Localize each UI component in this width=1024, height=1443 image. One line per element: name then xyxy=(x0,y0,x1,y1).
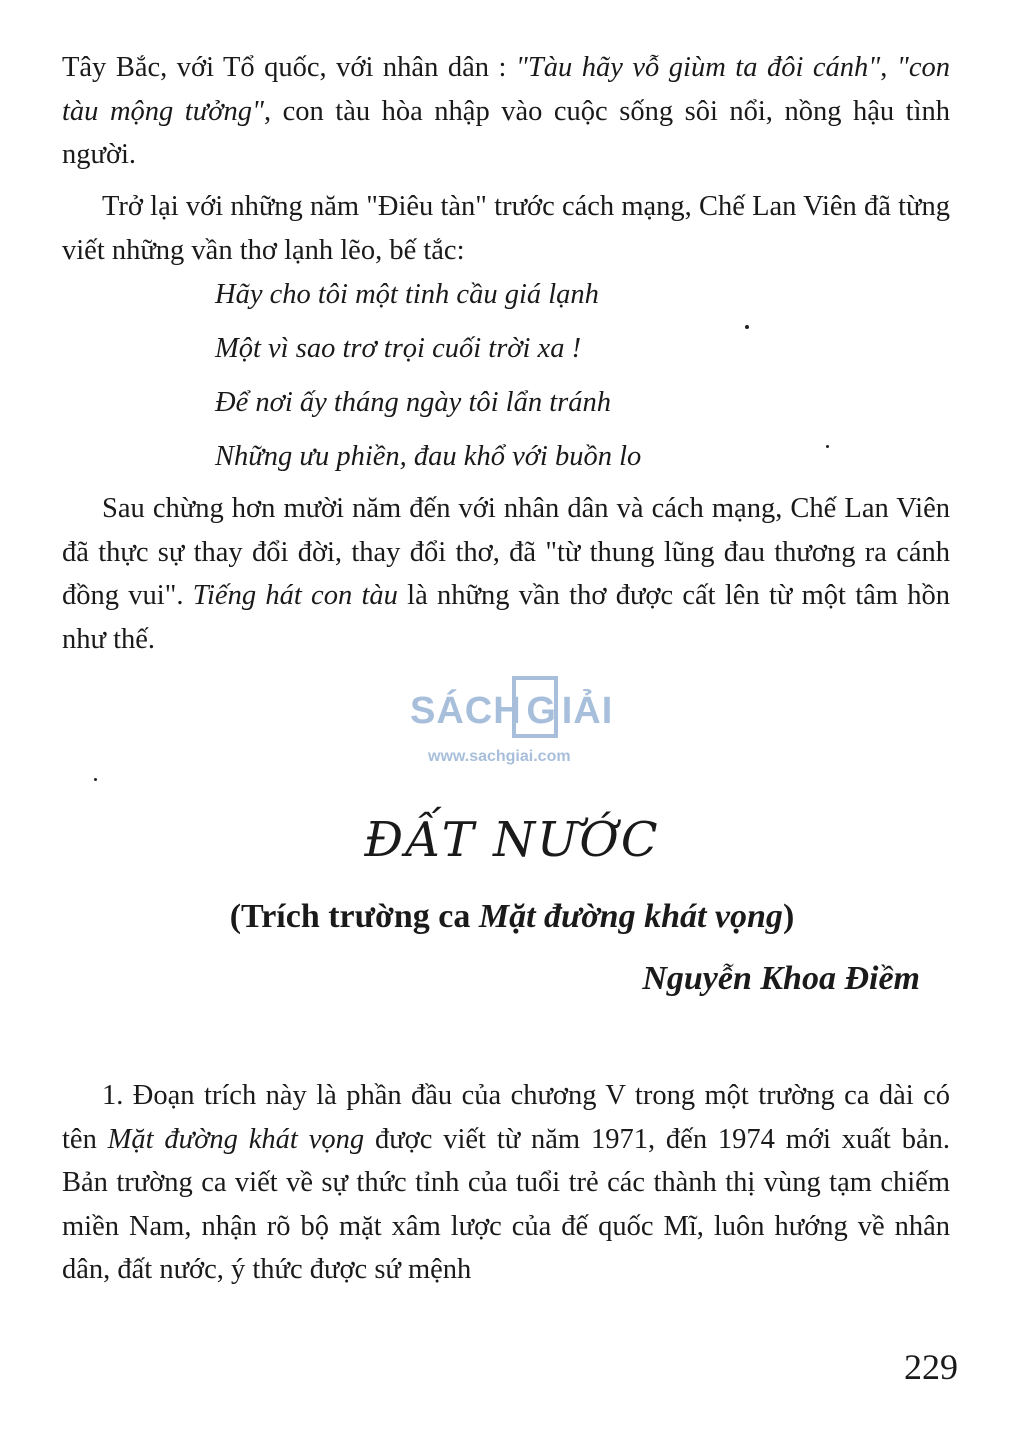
p3-work-title: Tiếng hát con tàu xyxy=(192,580,398,611)
print-speck xyxy=(826,445,829,448)
p3-rest: là những vần thơ được cất lên từ một tâm hồn như thế. xyxy=(62,580,950,655)
p1-rest: , con tàu hòa nhập vào cuộc sống sôi nổi, nồng hậu tình người. xyxy=(62,95,950,170)
p4-rest: được viết từ năm 1971, đến 1974 mới xuất bản. Bản trường ca viết về sự thức tỉnh của tuổi trẻ các thành thị vùng tạm chiếm miền Nam, nhận rõ bộ mặt xâm lược của đế quốc Mĩ, luôn hướng về nhân dân, đất nước, ý thức được sứ mệnh xyxy=(62,1123,950,1285)
p1-quote-con-tau: "con tàu mộng tưởng" xyxy=(62,52,951,127)
poem-line: Hãy cho tôi một tinh cầu giá lạnh xyxy=(215,279,599,310)
paragraph-tay-bac xyxy=(62,46,950,177)
poem-line: Những ưu phiền, đau khổ với buồn lo xyxy=(215,441,642,472)
paragraph-doan-trich xyxy=(62,1074,950,1292)
p1-quote-tau: "Tàu hãy vỗ giùm ta đôi cánh" xyxy=(515,52,881,83)
p4-text: 1. Đoạn trích này là phần đầu của chương V trong một trường ca dài có tên xyxy=(62,1080,950,1155)
paragraph-dieu-tan: Trở lại với những năm "Điêu tàn" trước cách mạng, Chế Lan Viên đã từng viết những vần thơ lạnh lẽo, bế tắc: xyxy=(62,191,950,266)
print-speck xyxy=(745,325,749,329)
page-number: 229 xyxy=(904,1347,958,1387)
print-speck xyxy=(94,778,97,781)
section-title: ĐẤT NƯỚC xyxy=(364,812,660,868)
watermark-logo-text: SÁCH G IẢI xyxy=(410,690,614,732)
poem-excerpt xyxy=(215,268,815,484)
subtitle-work-title: Mặt đường khát vọng xyxy=(478,898,783,935)
paragraph-sau-chung xyxy=(62,487,950,661)
p1-separator: , xyxy=(880,52,897,83)
poem-line: Để nơi ấy tháng ngày tôi lẩn tránh xyxy=(215,387,611,418)
sachgiai-watermark xyxy=(410,676,620,766)
p1-text: Tây Bắc, với Tổ quốc, với nhân dân : xyxy=(62,52,516,83)
p4-work-title: Mặt đường khát vọng xyxy=(107,1123,365,1155)
poem-line: Một vì sao trơ trọi cuối trời xa ! xyxy=(215,333,582,364)
watermark-url: www.sachgiai.com xyxy=(428,748,571,765)
section-subtitle: (Trích trường ca Mặt đường khát vọng) xyxy=(229,898,795,935)
author-name: Nguyễn Khoa Điềm xyxy=(642,960,920,997)
p3-text: Sau chừng hơn mười năm đến với nhân dân và cách mạng, Chế Lan Viên đã thực sự thay đổi đời, thay đổi thơ, đã "từ thung lũng đau thương ra cánh đồng vui". xyxy=(62,493,950,611)
